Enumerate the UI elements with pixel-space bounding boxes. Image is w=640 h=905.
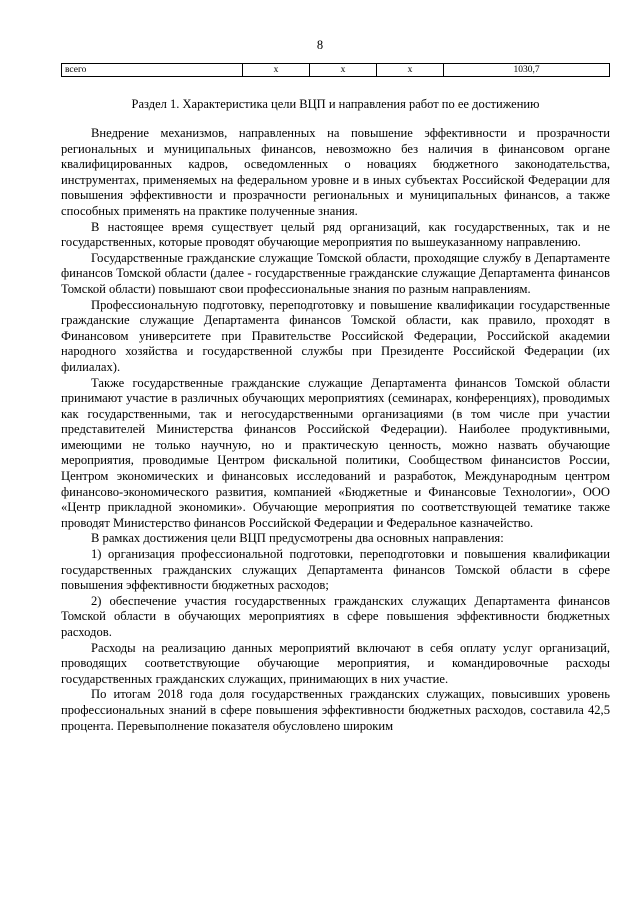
total-value-cell: 1030,7 xyxy=(444,64,610,77)
paragraph: В рамках достижения цели ВЦП предусмотрены два основных направления: xyxy=(91,531,504,546)
paragraph: По итогам 2018 года доля государственных гражданских служащих, повысивших уровень профессиональных знаний в сфере повышения эффективности бюджетных расходов, составила 42,5 процента. Перевыполнение показателя обусловлено широким xyxy=(61,687,610,733)
table-cell: х xyxy=(243,64,310,77)
paragraph: 1) организация профессиональной подготовки, переподготовки и повышения квалификации государственных гражданских служащих Департамента финансов Томской области в сфере повышения эффективности бюджетных расходов; xyxy=(61,547,610,593)
paragraph: Также государственные гражданские служащие Департамента финансов Томской области принимают участие в различных обучающих мероприятиях (семинарах, конференциях), проводимых как государственными, так и негосударственными организациями (в том числе при участии представителей Министерства финансов Российской Федерации). Наиболее продуктивными, имеющими не только научную, но и практическую ценность, можно назвать обучающие мероприятия, проводимые Центром фискальной политики, Сообществом финансистов России, Центром экономических и финансовых исследований и разработок, Международным центром финансово-экономического развития, компанией «Бюджетные и Финансовые Технологии», ООО «Центр прикладной экономики». Обучающие мероприятия по соответствующей тематике также проводят Министерство финансов Российской Федерации и Федеральное казначейство. xyxy=(61,375,610,530)
paragraph: Государственные гражданские служащие Томской области, проходящие службу в Департаменте финансов Томской области (далее - государственные гражданские служащие Департамента финансов Томской области) повышают свои профессиональные знания по разным направлениям. xyxy=(61,250,610,296)
section-title: Раздел 1. Характеристика цели ВЦП и направления работ по ее достижению xyxy=(131,97,540,111)
paragraph: В настоящее время существует целый ряд организаций, как государственных, так и не государственных, которые проводят обучающие мероприятия по вышеуказанному направлению. xyxy=(61,219,610,250)
table-cell: х xyxy=(377,64,444,77)
paragraph: 2) обеспечение участия государственных гражданских служащих Департамента финансов Томской области в обучающих мероприятиях в сфере повышения эффективности бюджетных расходов. xyxy=(61,593,610,639)
paragraph: Внедрение механизмов, направленных на повышение эффективности и прозрачности региональных и муниципальных финансов, невозможно без наличия в финансовом органе квалифицированных кадров, осведомленных о новациях бюджетного законодательства, инструментах, применяемых на федеральном уровне и в иных субъектах Российской Федерации для повышения эффективности и прозрачности региональных и муниципальных финансов, а также способных применять на практике полученные знания. xyxy=(61,126,610,218)
total-label-cell: всего xyxy=(62,64,243,77)
page-number: 8 xyxy=(316,38,324,52)
document-body xyxy=(61,126,610,734)
table-row xyxy=(62,64,610,77)
paragraph: Расходы на реализацию данных мероприятий включают в себя оплату услуг организаций, проводящих соответствующие обучающие мероприятия, и командировочные расходы государственных гражданских служащих, принимающих в них участие. xyxy=(61,640,610,686)
table-cell: х xyxy=(310,64,377,77)
paragraph: Профессиональную подготовку, переподготовку и повышение квалификации государственные гражданские служащие Департамента финансов Томской области, как правило, проходят в Финансовом университете при Правительстве Российской Федерации, Российской академии народного хозяйства и государственной службы при Президенте Российской Федерации (их филиалах). xyxy=(61,297,610,374)
total-table xyxy=(61,63,610,77)
